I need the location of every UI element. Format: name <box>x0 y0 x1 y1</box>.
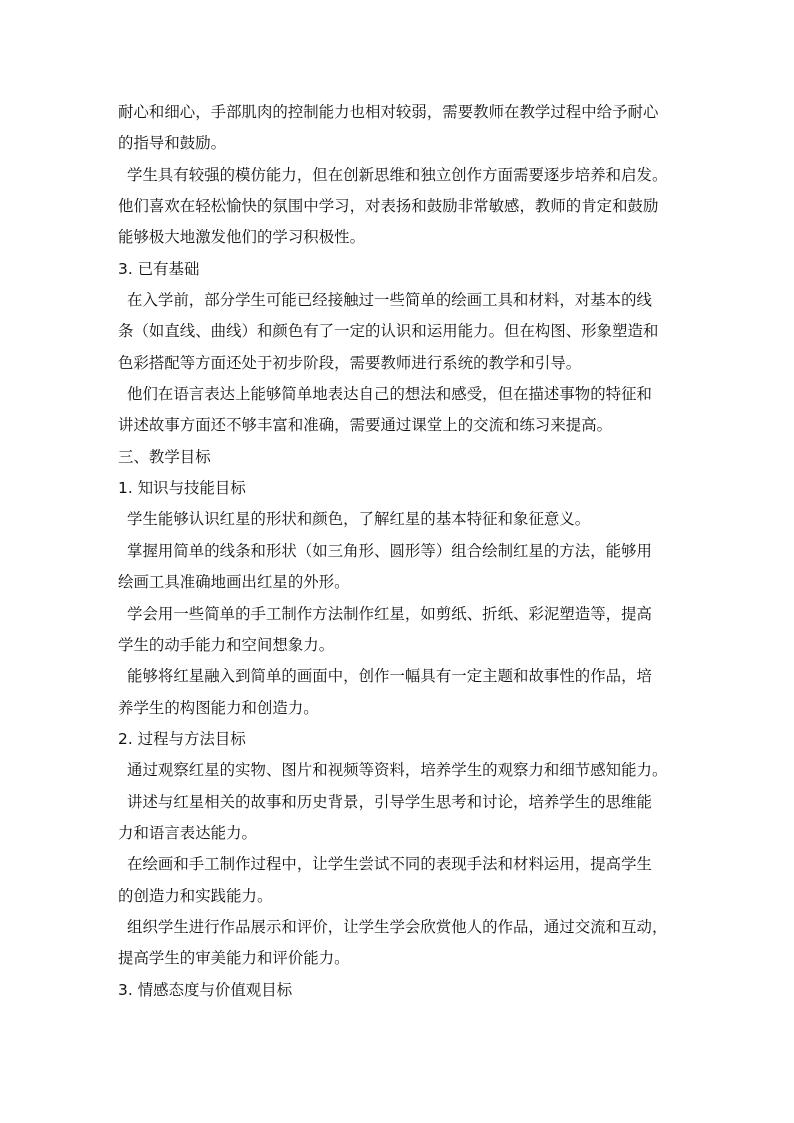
paragraph-line: 养学生的构图能力和创造力。 <box>118 698 319 717</box>
paragraph-line: 的创造力和实践能力。 <box>118 886 273 905</box>
document-page <box>118 97 688 1006</box>
paragraph-line: 讲述故事方面还不够丰富和准确，需要通过课堂上的交流和练习来提高。 <box>118 416 613 435</box>
paragraph-line: 力和语言表达能力。 <box>118 823 257 842</box>
paragraph-line: 耐心和细心，手部肌肉的控制能力也相对较弱，需要教师在教学过程中给予耐心 <box>118 103 659 121</box>
section-heading: 1. 知识与技能目标 <box>118 479 246 498</box>
paragraph-line: 讲述与红星相关的故事和历史背景，引导学生思考和讨论，培养学生的思维能 <box>127 792 652 811</box>
paragraph-line: 组织学生进行作品展示和评价，让学生学会欣赏他人的作品，通过交流和互动， <box>127 917 668 936</box>
paragraph-line: 掌握用简单的线条和形状（如三角形、圆形等）组合绘制红星的方法，能够用 <box>127 541 652 560</box>
paragraph-line: 通过观察红星的实物、图片和视频等资料，培养学生的观察力和细节感知能力。 <box>127 761 668 780</box>
paragraph-line: 色彩搭配等方面还处于初步阶段，需要教师进行系统的教学和引导。 <box>118 353 582 372</box>
paragraph-line: 条（如直线、曲线）和颜色有了一定的认识和运用能力。但在构图、形象塑造和 <box>118 322 659 341</box>
paragraph-line: 他们喜欢在轻松愉快的氛围中学习，对表扬和鼓励非常敏感，教师的肯定和鼓励 <box>118 197 659 216</box>
paragraph-line: 他们在语言表达上能够简单地表达自己的想法和感受，但在描述事物的特征和 <box>127 385 652 404</box>
paragraph-line: 的指导和鼓励。 <box>118 134 227 153</box>
paragraph-line: 在绘画和手工制作过程中，让学生尝试不同的表现手法和材料运用，提高学生 <box>127 855 652 874</box>
paragraph-line: 提高学生的审美能力和评价能力。 <box>118 949 350 968</box>
paragraph-line: 学生能够认识红星的形状和颜色，了解红星的基本特征和象征意义。 <box>127 510 591 529</box>
paragraph-line: 能够将红星融入到简单的画面中，创作一幅具有一定主题和故事性的作品，培 <box>127 667 652 686</box>
paragraph-line: 学生具有较强的模仿能力，但在创新思维和独立创作方面需要逐步培养和启发。 <box>127 165 668 184</box>
paragraph-line: 能够极大地激发他们的学习积极性。 <box>118 228 366 247</box>
paragraph-line: 学会用一些简单的手工制作方法制作红星，如剪纸、折纸、彩泥塑造等，提高 <box>127 604 652 623</box>
section-heading: 3. 情感态度与价值观目标 <box>118 980 293 999</box>
section-heading: 2. 过程与方法目标 <box>118 729 246 748</box>
paragraph-line: 在入学前，部分学生可能已经接触过一些简单的绘画工具和材料，对基本的线 <box>127 291 652 310</box>
section-heading: 三、教学目标 <box>118 447 211 466</box>
section-heading: 3. 已有基础 <box>118 259 200 278</box>
paragraph-line: 学生的动手能力和空间想象力。 <box>118 635 335 654</box>
paragraph-line: 绘画工具准确地画出红星的外形。 <box>118 573 350 592</box>
